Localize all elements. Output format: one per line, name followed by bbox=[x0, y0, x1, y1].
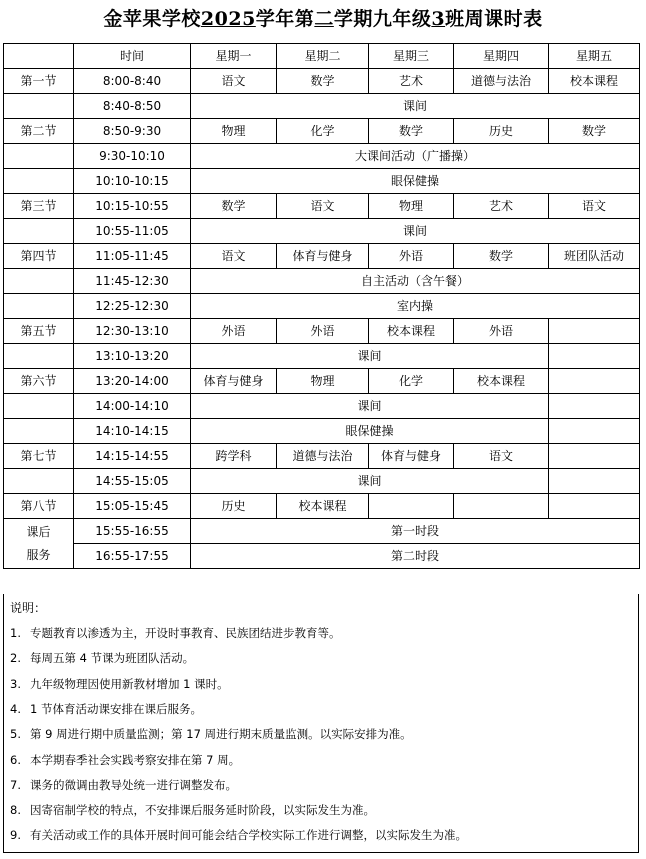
table-row bbox=[4, 294, 640, 319]
subject-cell bbox=[549, 344, 640, 369]
column-header: 星期三 bbox=[369, 44, 454, 69]
period-cell bbox=[4, 169, 74, 194]
note-text: 课务的微调由教导处统一进行调整发布。 bbox=[30, 777, 237, 792]
subject-cell: 化学 bbox=[369, 369, 454, 394]
note-item bbox=[10, 752, 240, 768]
subject-cell bbox=[454, 494, 549, 519]
table-row bbox=[4, 344, 640, 369]
note-number: 5. bbox=[10, 727, 21, 742]
note-text: 九年级物理因使用新教材增加 1 课时。 bbox=[30, 676, 229, 691]
time-cell: 13:10-13:20 bbox=[74, 344, 191, 369]
notes-heading: 说明： bbox=[10, 601, 47, 615]
service-label-line: 课后 bbox=[26, 524, 51, 539]
activity-cell: 眼保健操 bbox=[191, 169, 640, 194]
note-item bbox=[10, 777, 237, 793]
activity-cell: 自主活动（含午餐） bbox=[191, 269, 640, 294]
time-cell: 11:45-12:30 bbox=[74, 269, 191, 294]
time-cell: 10:10-10:15 bbox=[74, 169, 191, 194]
subject-cell: 艺术 bbox=[454, 194, 549, 219]
period-cell bbox=[4, 469, 74, 494]
table-row bbox=[4, 119, 640, 144]
note-number: 2. bbox=[10, 651, 21, 666]
note-text: 第 9 周进行期中质量监测；第 17 周进行期末质量监测。以实际安排为准。 bbox=[30, 727, 412, 742]
subject-cell: 数学 bbox=[191, 194, 277, 219]
subject-cell: 语文 bbox=[549, 194, 640, 219]
subject-cell: 校本课程 bbox=[549, 69, 640, 94]
time-cell: 8:40-8:50 bbox=[74, 94, 191, 119]
subject-cell: 数学 bbox=[549, 119, 640, 144]
period-cell: 第七节 bbox=[4, 444, 74, 469]
note-text: 专题教育以渗透为主，开设时事教育、民族团结进步教育等。 bbox=[30, 626, 341, 640]
subject-cell: 历史 bbox=[191, 494, 277, 519]
service-label-line: 服务 bbox=[26, 547, 51, 562]
period-cell bbox=[4, 219, 74, 244]
subject-cell: 物理 bbox=[277, 369, 369, 394]
subject-cell: 语文 bbox=[191, 69, 277, 94]
column-header: 星期四 bbox=[454, 44, 549, 69]
table-row bbox=[4, 144, 640, 169]
note-number: 4. bbox=[10, 701, 21, 716]
time-cell: 14:10-14:15 bbox=[74, 419, 191, 444]
time-cell: 11:05-11:45 bbox=[74, 244, 191, 269]
note-text: 有关活动或工作的具体开展时间可能会结合学校实际工作进行调整，以实际发生为准。 bbox=[30, 828, 467, 843]
subject-cell bbox=[549, 319, 640, 344]
note-number: 3. bbox=[10, 676, 21, 691]
activity-cell: 大课间活动（广播操） bbox=[191, 144, 640, 169]
activity-cell: 室内操 bbox=[191, 294, 640, 319]
time-cell: 12:25-12:30 bbox=[74, 294, 191, 319]
activity-cell: 课间 bbox=[191, 469, 549, 494]
note-number: 1. bbox=[10, 626, 21, 640]
note-text: 本学期春季社会实践考察安排在第 7 周。 bbox=[30, 752, 241, 767]
subject-cell: 校本课程 bbox=[277, 494, 369, 519]
period-cell bbox=[4, 294, 74, 319]
period-cell: 第六节 bbox=[4, 369, 74, 394]
subject-cell bbox=[549, 369, 640, 394]
subject-cell: 艺术 bbox=[369, 69, 454, 94]
table-row bbox=[4, 244, 640, 269]
subject-cell: 校本课程 bbox=[454, 369, 549, 394]
subject-cell: 班团队活动 bbox=[549, 244, 640, 269]
service-label bbox=[4, 519, 74, 569]
time-cell: 13:20-14:00 bbox=[74, 369, 191, 394]
time-cell: 12:30-13:10 bbox=[74, 319, 191, 344]
note-text: 每周五第 4 节课为班团队活动。 bbox=[30, 651, 195, 666]
table-row bbox=[4, 94, 640, 119]
time-cell: 10:15-10:55 bbox=[74, 194, 191, 219]
subject-cell: 外语 bbox=[277, 319, 369, 344]
note-item bbox=[10, 676, 229, 692]
subject-cell: 外语 bbox=[369, 244, 454, 269]
note-number: 6. bbox=[10, 752, 21, 767]
activity-cell: 第二时段 bbox=[191, 544, 640, 569]
time-cell: 9:30-10:10 bbox=[74, 144, 191, 169]
note-item bbox=[10, 827, 467, 843]
subject-cell: 历史 bbox=[454, 119, 549, 144]
subject-cell bbox=[549, 469, 640, 494]
time-cell: 8:00-8:40 bbox=[74, 69, 191, 94]
table-row bbox=[4, 319, 640, 344]
period-cell bbox=[4, 344, 74, 369]
table-row bbox=[4, 444, 640, 469]
table-row bbox=[4, 494, 640, 519]
table-row bbox=[4, 269, 640, 294]
activity-cell: 第一时段 bbox=[191, 519, 640, 544]
subject-cell: 数学 bbox=[454, 244, 549, 269]
activity-cell: 课间 bbox=[191, 344, 549, 369]
table-row bbox=[4, 169, 640, 194]
subject-cell: 体育与健身 bbox=[191, 369, 277, 394]
subject-cell: 外语 bbox=[191, 319, 277, 344]
note-item bbox=[10, 802, 375, 818]
subject-cell: 跨学科 bbox=[191, 444, 277, 469]
period-cell: 第五节 bbox=[4, 319, 74, 344]
note-number: 9. bbox=[10, 828, 21, 843]
period-cell: 第八节 bbox=[4, 494, 74, 519]
subject-cell bbox=[549, 494, 640, 519]
period-cell bbox=[4, 269, 74, 294]
subject-cell: 数学 bbox=[277, 69, 369, 94]
service-row bbox=[4, 544, 640, 569]
period-cell bbox=[4, 394, 74, 419]
activity-cell: 课间 bbox=[191, 219, 640, 244]
subject-cell: 语文 bbox=[191, 244, 277, 269]
subject-cell: 化学 bbox=[277, 119, 369, 144]
subject-cell bbox=[549, 444, 640, 469]
subject-cell: 体育与健身 bbox=[369, 444, 454, 469]
column-header: 星期二 bbox=[277, 44, 369, 69]
subject-cell bbox=[549, 419, 640, 444]
note-item bbox=[10, 701, 202, 717]
column-header: 星期一 bbox=[191, 44, 277, 69]
table-row bbox=[4, 194, 640, 219]
note-number: 7. bbox=[10, 777, 21, 792]
note-text: 1 节体育活动课安排在课后服务。 bbox=[30, 701, 202, 716]
table-row bbox=[4, 369, 640, 394]
subject-cell bbox=[549, 394, 640, 419]
page-title: 金苹果学校2025学年第二学期九年级3班周课时表 bbox=[103, 8, 543, 30]
time-cell: 14:55-15:05 bbox=[74, 469, 191, 494]
activity-cell: 课间 bbox=[191, 94, 640, 119]
note-text: 因寄宿制学校的特点，不安排课后服务延时阶段，以实际发生为准。 bbox=[30, 803, 375, 818]
activity-cell: 课间 bbox=[191, 394, 549, 419]
notes-section bbox=[3, 594, 639, 853]
subject-cell: 物理 bbox=[369, 194, 454, 219]
time-cell: 14:15-14:55 bbox=[74, 444, 191, 469]
table-row bbox=[4, 394, 640, 419]
time-cell: 8:50-9:30 bbox=[74, 119, 191, 144]
subject-cell: 数学 bbox=[369, 119, 454, 144]
time-cell: 15:55-16:55 bbox=[74, 519, 191, 544]
period-cell: 第三节 bbox=[4, 194, 74, 219]
note-item bbox=[10, 650, 194, 666]
time-cell: 10:55-11:05 bbox=[74, 219, 191, 244]
table-row bbox=[4, 219, 640, 244]
time-cell: 15:05-15:45 bbox=[74, 494, 191, 519]
header-row bbox=[4, 44, 640, 69]
subject-cell: 语文 bbox=[277, 194, 369, 219]
subject-cell: 外语 bbox=[454, 319, 549, 344]
subject-cell: 校本课程 bbox=[369, 319, 454, 344]
subject-cell: 道德与法治 bbox=[277, 444, 369, 469]
column-header: 星期五 bbox=[549, 44, 640, 69]
period-cell bbox=[4, 144, 74, 169]
time-cell: 14:00-14:10 bbox=[74, 394, 191, 419]
subject-cell: 道德与法治 bbox=[454, 69, 549, 94]
time-cell: 16:55-17:55 bbox=[74, 544, 191, 569]
note-item bbox=[10, 625, 341, 641]
period-cell: 第四节 bbox=[4, 244, 74, 269]
table-row bbox=[4, 469, 640, 494]
note-number: 8. bbox=[10, 803, 21, 818]
period-cell bbox=[4, 419, 74, 444]
table-row bbox=[4, 69, 640, 94]
table-row bbox=[4, 419, 640, 444]
service-row bbox=[4, 519, 640, 544]
timetable bbox=[3, 43, 640, 569]
subject-cell: 物理 bbox=[191, 119, 277, 144]
period-cell: 第二节 bbox=[4, 119, 74, 144]
activity-cell: 眼保健操 bbox=[191, 419, 549, 444]
subject-cell bbox=[369, 494, 454, 519]
subject-cell: 体育与健身 bbox=[277, 244, 369, 269]
column-header: 时间 bbox=[74, 44, 191, 69]
period-cell: 第一节 bbox=[4, 69, 74, 94]
subject-cell: 语文 bbox=[454, 444, 549, 469]
period-cell bbox=[4, 94, 74, 119]
note-item bbox=[10, 726, 412, 742]
column-header bbox=[4, 44, 74, 69]
